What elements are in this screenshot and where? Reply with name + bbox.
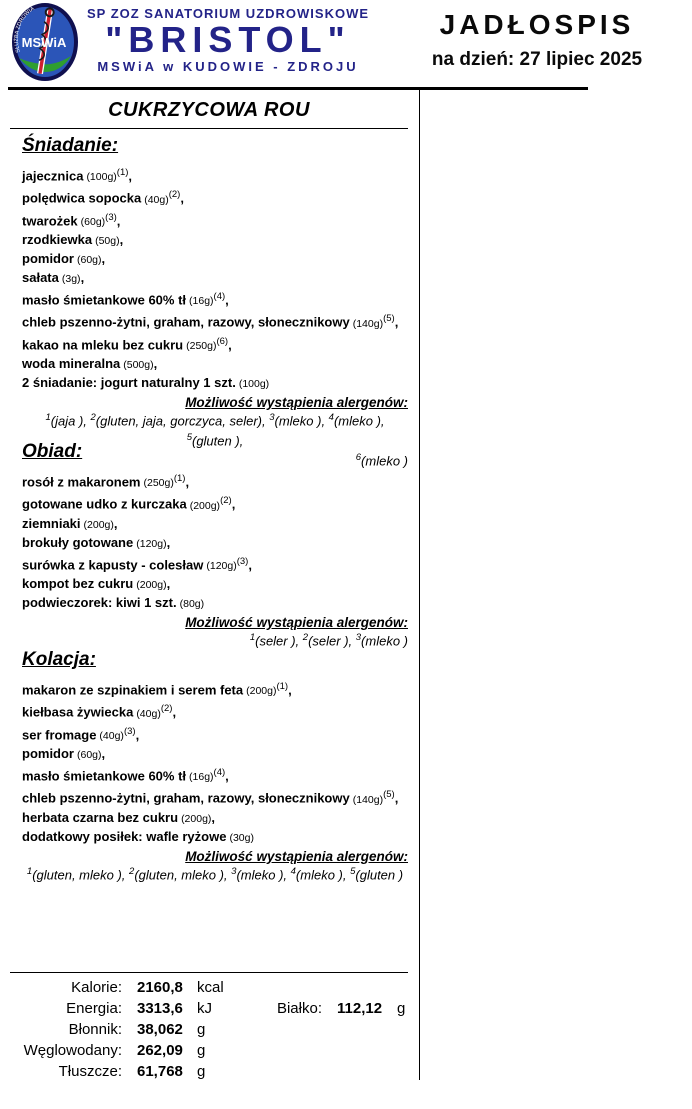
menu-item: polędwica sopocka (40g)$^{(2)}$, bbox=[22, 189, 184, 206]
menu-item-name: jajecznica bbox=[22, 168, 84, 184]
menu-item-name: rzodkiewka bbox=[22, 231, 93, 247]
menu-item-name: rosół z makaronem bbox=[22, 474, 141, 490]
allergen-ref-number: (4) bbox=[213, 766, 226, 778]
allergen-list bbox=[22, 864, 408, 884]
menu-item bbox=[22, 828, 408, 847]
allergen-list-line: $^1$(gluten, mleko ), $^2$(gluten, mleko ), $^3$(mleko ), $^4$(mleko ), $^5$(gluten ) bbox=[26, 865, 404, 882]
menu-item-weight: (200g) bbox=[246, 685, 277, 698]
nutrition-row bbox=[10, 979, 270, 1000]
menu-item-name: sałata bbox=[22, 269, 59, 285]
section-sniadanie bbox=[22, 135, 408, 469]
menu-item: sałata (3g), bbox=[22, 269, 85, 285]
menu-item-name: surówka z kapusty - colesław bbox=[22, 556, 204, 572]
protein-row bbox=[270, 1000, 405, 1017]
menu-item: rzodkiewka (50g), bbox=[22, 231, 124, 247]
column-divider bbox=[419, 90, 420, 1080]
nutrition-unit: kcal bbox=[197, 979, 224, 996]
nutrition-row bbox=[10, 1042, 270, 1063]
allergen-list-line: $^6$(mleko ) bbox=[355, 451, 408, 468]
menu-item-name: polędwica sopocka bbox=[22, 190, 142, 206]
nutrition-label: Tłuszcze: bbox=[58, 1063, 122, 1080]
nutrition-unit: g bbox=[197, 1021, 206, 1038]
menu-item: masło śmietankowe 60% tł (16g)$^{(4)}$, bbox=[22, 290, 229, 308]
menu-item-name: podwieczorek: kiwi 1 szt. bbox=[22, 594, 177, 610]
diet-title: CUKRZYCOWA ROU bbox=[108, 99, 310, 121]
logo-mswia-text: MSWiA bbox=[21, 35, 67, 50]
menu-item bbox=[22, 594, 408, 613]
menu-item: gotowane udko z kurczaka (200g)$^{(2)}$, bbox=[22, 495, 236, 512]
meal-heading: Śniadanie: bbox=[22, 135, 119, 156]
menu-item bbox=[22, 374, 408, 393]
menu-item: brokuły gotowane (120g), bbox=[22, 534, 171, 550]
menu-item-name: dodatkowy posiłek: wafle ryżowe bbox=[22, 828, 227, 844]
menu-item-weight: (200g) bbox=[83, 518, 114, 531]
menu-item: kakao na mleku bez cukru (250g)$^{(6)}$, bbox=[22, 335, 232, 352]
menu-item-weight: (200g) bbox=[136, 578, 167, 591]
organization-name: "BRISTOL" bbox=[105, 19, 351, 60]
menu-item: chleb pszenno-żytni, graham, razowy, słonecznikowy (140g)$^{(5)}$, bbox=[22, 313, 399, 330]
nutrition-label: Energia: bbox=[66, 1000, 122, 1017]
meal-items-list bbox=[22, 164, 408, 393]
allergen-list bbox=[22, 630, 408, 650]
menu-item-weight: (100g) bbox=[238, 377, 270, 390]
menu-item: woda mineralna (500g), bbox=[22, 355, 158, 371]
nutrition-summary bbox=[10, 979, 270, 1084]
menu-item: pomidor (60g), bbox=[22, 250, 106, 266]
allergen-ref-number: (2) bbox=[160, 703, 173, 715]
nutrition-value: 2160,8 bbox=[137, 979, 183, 996]
menu-item-weight: (200g) bbox=[181, 812, 212, 825]
menu-item-weight: (60g) bbox=[77, 253, 102, 266]
nutrition-value: 38,062 bbox=[137, 1021, 183, 1038]
menu-item-name: kompot bez cukru bbox=[22, 575, 134, 591]
organization-block bbox=[80, 6, 376, 74]
menu-item: masło śmietankowe 60% tł (16g)$^{(4)}$, bbox=[22, 766, 229, 784]
menu-item: pomidor (60g), bbox=[22, 745, 106, 761]
menu-item: makaron ze szpinakiem i serem feta (200g)$^{(1)}$, bbox=[22, 681, 292, 698]
menu-item-weight: (100g) bbox=[86, 171, 117, 184]
menu-item-weight: (120g) bbox=[136, 537, 167, 550]
document-title-block bbox=[392, 9, 682, 71]
menu-item-name: woda mineralna bbox=[22, 355, 121, 371]
menu-item-weight: (16g) bbox=[189, 295, 214, 308]
nutrition-label: Kalorie: bbox=[71, 979, 122, 996]
organization-location: MSWiA w KUDOWIE - ZDROJU bbox=[97, 59, 359, 74]
menu-item-weight: (50g) bbox=[95, 234, 120, 247]
menu-item-name: 2 śniadanie: jogurt naturalny 1 szt. bbox=[22, 374, 236, 390]
menu-item-weight: (80g) bbox=[179, 597, 205, 610]
allergen-ref-number: (3) bbox=[105, 211, 117, 223]
menu-item-weight: (140g) bbox=[352, 793, 384, 806]
menu-item-weight: (40g) bbox=[136, 707, 161, 720]
meal-items-list bbox=[22, 470, 408, 613]
section-kolacja bbox=[22, 649, 408, 883]
allergen-ref-number: (3) bbox=[123, 725, 136, 737]
section-obiad bbox=[22, 441, 408, 650]
mswia-logo bbox=[11, 2, 79, 82]
allergen-ref-number: (1) bbox=[173, 473, 186, 484]
menu-item-weight: (250g) bbox=[186, 339, 217, 352]
menu-item-name: chleb pszenno-żytni, graham, razowy, słonecznikowy bbox=[22, 314, 350, 330]
allergen-ref-number: (4) bbox=[213, 290, 226, 302]
nutrition-divider bbox=[10, 972, 408, 973]
menu-item-name: twarożek bbox=[22, 212, 78, 228]
menu-item: jajecznica (100g)$^{(1)}$, bbox=[22, 167, 133, 184]
organization-type: SP ZOZ SANATORIUM UZDROWISKOWE bbox=[86, 6, 370, 21]
diet-title-divider bbox=[10, 128, 408, 129]
allergen-ref-number: (6) bbox=[216, 335, 229, 347]
menu-item: chleb pszenno-żytni, graham, razowy, słonecznikowy (140g)$^{(5)}$, bbox=[22, 789, 399, 806]
nutrition-label: Błonnik: bbox=[68, 1021, 122, 1038]
nutrition-value: 112,12 bbox=[337, 1000, 383, 1017]
allergen-ref-number: (5) bbox=[383, 313, 395, 325]
nutrition-row bbox=[10, 1063, 270, 1084]
menu-item-weight: (40g) bbox=[99, 729, 124, 742]
menu-item: ser fromage (40g)$^{(3)}$, bbox=[22, 725, 140, 742]
allergen-ref-number: (1) bbox=[116, 167, 129, 178]
menu-item: rosół z makaronem (250g)$^{(1)}$, bbox=[22, 473, 190, 490]
nutrition-label: Węglowodany: bbox=[23, 1042, 122, 1059]
nutrition-value: 262,09 bbox=[137, 1042, 183, 1059]
menu-item: kompot bez cukru (200g), bbox=[22, 575, 171, 591]
allergen-note-title: Możliwość wystąpienia alergenów: bbox=[185, 394, 408, 410]
allergen-note-title: Możliwość wystąpienia alergenów: bbox=[185, 614, 408, 630]
allergen-note-title: Możliwość wystąpienia alergenów: bbox=[185, 848, 408, 864]
allergen-ref-number: (2) bbox=[168, 189, 181, 201]
menu-item-weight: (30g) bbox=[229, 831, 254, 844]
menu-item-weight: (120g) bbox=[206, 559, 237, 572]
menu-item-name: chleb pszenno-żytni, graham, razowy, słonecznikowy bbox=[22, 790, 350, 806]
menu-item-name: masło śmietankowe 60% tł bbox=[22, 768, 187, 784]
menu-item-name: pomidor bbox=[22, 745, 74, 761]
nutrition-row bbox=[10, 1000, 270, 1021]
menu-item-name: masło śmietankowe 60% tł bbox=[22, 292, 187, 308]
allergen-ref-number: (5) bbox=[383, 789, 395, 801]
document-title: JADŁOSPIS bbox=[439, 9, 635, 40]
mswia-logo-graphic bbox=[11, 2, 79, 82]
menu-item-name: kiełbasa żywiecka bbox=[22, 704, 134, 720]
allergen-ref-number: (1) bbox=[276, 681, 289, 692]
menu-item-weight: (200g) bbox=[189, 499, 221, 512]
menu-item-weight: (3g) bbox=[61, 272, 81, 285]
allergen-ref-number: (2) bbox=[220, 495, 232, 507]
nutrition-value: 3313,6 bbox=[137, 1000, 183, 1017]
menu-item-weight: (60g) bbox=[80, 215, 106, 228]
menu-item: surówka z kapusty - colesław (120g)$^{(3)}$, bbox=[22, 555, 252, 572]
allergen-ref-number: (3) bbox=[236, 555, 249, 567]
nutrition-row bbox=[10, 1021, 270, 1042]
header-divider bbox=[8, 87, 588, 90]
menu-item-weight: (140g) bbox=[352, 317, 384, 330]
menu-item-name: gotowane udko z kurczaka bbox=[22, 496, 187, 512]
nutrition-value: 61,768 bbox=[137, 1063, 183, 1080]
nutrition-unit: g bbox=[197, 1063, 206, 1080]
menu-item-weight: (16g) bbox=[189, 771, 214, 784]
allergen-list-line: $^1$(jaja ), $^2$(gluten, jaja, gorczyca, seler), $^3$(mleko ), $^4$(mleko ), $^5$(gluten ), bbox=[45, 411, 385, 449]
logo-arc-text: SŁUŻBA ZDROWIA bbox=[13, 5, 36, 54]
nutrition-label: Białko: bbox=[276, 1000, 322, 1017]
document-date: na dzień: 27 lipiec 2025 bbox=[431, 49, 643, 70]
allergen-list-line: $^1$(seler ), $^2$(seler ), $^3$(mleko ) bbox=[249, 631, 408, 649]
menu-item-name: ser fromage bbox=[22, 726, 97, 742]
menu-item-weight: (60g) bbox=[77, 748, 102, 761]
menu-item-weight: (40g) bbox=[144, 193, 169, 206]
menu-item-name: ziemniaki bbox=[22, 515, 81, 531]
nutrition-unit: g bbox=[397, 1000, 406, 1017]
meal-items-list bbox=[22, 678, 408, 847]
menu-item: herbata czarna bez cukru (200g), bbox=[22, 809, 216, 825]
menu-item-name: kakao na mleku bez cukru bbox=[22, 336, 184, 352]
menu-item: twarożek (60g)$^{(3)}$, bbox=[22, 211, 121, 228]
menu-item-weight: (500g) bbox=[123, 358, 154, 371]
menu-item-name: makaron ze szpinakiem i serem feta bbox=[22, 682, 244, 698]
nutrition-unit: g bbox=[197, 1042, 206, 1059]
meal-heading: Kolacja: bbox=[22, 649, 96, 670]
menu-item-name: brokuły gotowane bbox=[22, 534, 134, 550]
nutrition-unit: kJ bbox=[197, 1000, 212, 1017]
meal-heading: Obiad: bbox=[22, 441, 83, 462]
menu-item: ziemniaki (200g), bbox=[22, 515, 118, 531]
menu-item-weight: (250g) bbox=[143, 477, 174, 490]
menu-item: kiełbasa żywiecka (40g)$^{(2)}$, bbox=[22, 703, 177, 720]
menu-item-name: pomidor bbox=[22, 250, 74, 266]
menu-item-name: herbata czarna bez cukru bbox=[22, 809, 179, 825]
